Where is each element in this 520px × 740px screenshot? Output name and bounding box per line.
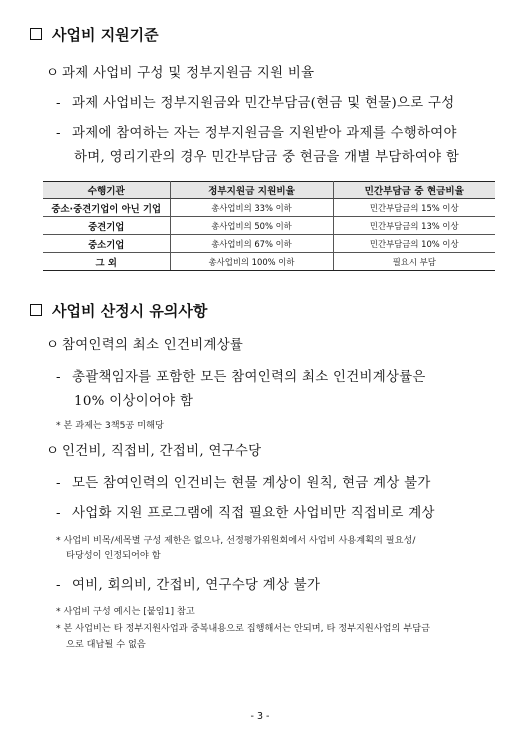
dash-item: [56, 472, 431, 491]
dash-item: [56, 122, 457, 141]
checkbox-square-icon: [30, 304, 42, 316]
dash-bullet: -: [56, 476, 61, 491]
dash-item: [56, 574, 320, 593]
item-text: 과제 사업비 구성 및 정부지원금 지원 비율: [62, 66, 315, 81]
table-header-cell: 민간부담금 중 현금비율: [333, 182, 495, 199]
item-text: 과제 사업비는 정부지원금와 민간부담금(현금 및 현물)으로 구성: [72, 96, 455, 111]
table-cell: 민간부담금의 13% 이상: [333, 217, 495, 235]
item-text: 여비, 회의비, 간접비, 연구수당 계상 불가: [72, 578, 321, 593]
table-cell: 민간부담금의 10% 이상: [333, 235, 495, 253]
table-row: [43, 235, 495, 253]
section-heading-support-criteria: [30, 24, 159, 45]
dash-bullet: -: [56, 578, 61, 593]
footnote: * 사업비 비목/세목별 구성 제한은 없으나, 선정평가위원회에서 사업비 사용계획의 필요성/: [56, 535, 416, 546]
item-text: 사업화 지원 프로그램에 직접 필요한 사업비만 직접비로 계상: [72, 506, 435, 521]
table-row: [43, 253, 495, 271]
support-ratio-table: [43, 181, 495, 271]
table-cell: 중소기업: [43, 235, 170, 253]
dash-bullet: -: [56, 506, 61, 521]
circle-bullet: ㅇ: [46, 66, 60, 81]
dash-item: [56, 502, 435, 521]
dash-item: [56, 92, 455, 111]
table-cell: 민간부담금의 15% 이상: [333, 199, 495, 217]
dash-bullet: -: [56, 370, 61, 385]
footnote: * 본 과제는 3책5공 미해당: [56, 420, 164, 431]
table-cell: 중견기업: [43, 217, 170, 235]
circle-bullet: ㅇ: [46, 444, 60, 459]
item-text: 과제에 참여하는 자는 정부지원금을 지원받아 과제를 수행하여야: [72, 126, 457, 141]
item-text: 모든 참여인력의 인건비는 현물 계상이 원칙, 현금 계상 불가: [72, 476, 431, 491]
table-cell: 총사업비의 67% 이하: [170, 235, 333, 253]
item-text: 인건비, 직접비, 간접비, 연구수당: [62, 444, 262, 459]
table-cell: 중소·중견기업이 아닌 기업: [43, 199, 170, 217]
table-row: [43, 217, 495, 235]
item-text: 총괄책임자를 포함한 모든 참여인력의 최소 인건비계상률은: [72, 370, 426, 385]
dash-item: [56, 366, 426, 385]
page-number: - 3 -: [250, 711, 270, 722]
table-cell: 그 외: [43, 253, 170, 271]
table-cell: 총사업비의 33% 이하: [170, 199, 333, 217]
footnote-continuation: 으로 대납될 수 없음: [66, 639, 146, 650]
table-cell: 필요시 부담: [333, 253, 495, 271]
section-title: 사업비 산정시 유의사항: [52, 302, 208, 320]
dash-bullet: -: [56, 126, 61, 141]
table-header-cell: 수행기관: [43, 182, 170, 199]
table-cell: 총사업비의 100% 이하: [170, 253, 333, 271]
checkbox-square-icon: [30, 28, 42, 40]
dash-bullet: -: [56, 96, 61, 111]
circle-item: [46, 62, 314, 81]
table-header-cell: 정부지원금 지원비율: [170, 182, 333, 199]
section-title: 사업비 지원기준: [52, 26, 159, 44]
footnote: * 본 사업비는 타 정부지원사업과 중복내용으로 집행해서는 안되며, 타 정부지원사업의 부담금: [56, 623, 430, 634]
table-row: [43, 199, 495, 217]
item-continuation: 하며, 영리기관의 경우 민간부담금 중 현금을 개별 부담하여야 함: [74, 150, 460, 165]
table-cell: 총사업비의 50% 이하: [170, 217, 333, 235]
item-continuation: 10% 이상이어야 함: [74, 394, 194, 409]
circle-bullet: ㅇ: [46, 338, 60, 353]
item-text: 참여인력의 최소 인건비계상률: [62, 338, 244, 353]
footnote: * 사업비 구성 예시는 [붙임1] 참고: [56, 606, 195, 617]
table-header-row: [43, 182, 495, 199]
circle-item: [46, 440, 261, 459]
section-heading-cost-notes: [30, 300, 207, 321]
circle-item: [46, 334, 243, 353]
footnote-continuation: 타당성이 인정되어야 함: [66, 550, 161, 561]
